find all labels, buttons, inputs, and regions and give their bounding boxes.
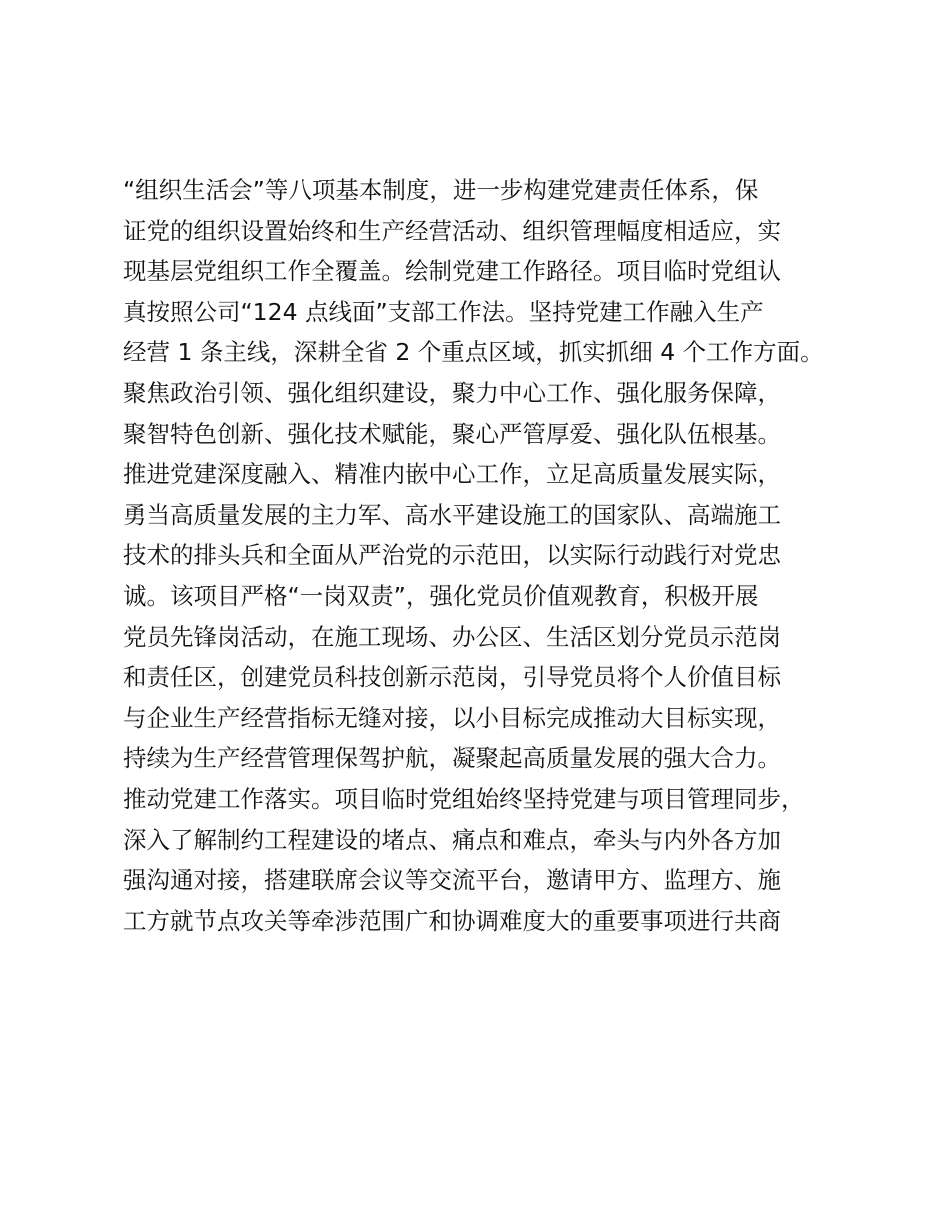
- text-line: 现基层党组织工作全覆盖。绘制党建工作路径。项目临时党组认: [123, 257, 781, 286]
- text-line: 证党的组织设置始终和生产经营活动、组织管理幅度相适应，实: [123, 216, 781, 245]
- text-line: “组织生活会”等八项基本制度，进一步构建党建责任体系，保: [123, 176, 759, 204]
- text-line: 强沟通对接，搭建联席会议等交流平台，邀请甲方、监理方、施: [123, 866, 781, 895]
- body-paragraph: [123, 170, 863, 941]
- text-line: 深入了解制约工程建设的堵点、痛点和难点，牵头与内外各方加: [123, 825, 781, 854]
- text-line: 推动党建工作落实。项目临时党组始终坚持党建与项目管理同步，: [123, 784, 805, 813]
- text-line: 聚智特色创新、强化技术赋能，聚心严管厚爱、强化队伍根基。: [123, 419, 781, 448]
- text-line: 与企业生产经营指标无缝对接，以小目标完成推动大目标实现，: [123, 703, 781, 732]
- text-line: 持续为生产经营管理保驾护航，凝聚起高质量发展的强大合力。: [123, 744, 781, 773]
- text-line: 聚焦政治引领、强化组织建设，聚力中心工作、强化服务保障，: [123, 378, 781, 407]
- text-line: 工方就节点攻关等牵涉范围广和协调难度大的重要事项进行共商: [123, 906, 781, 935]
- text-line: 推进党建深度融入、精准内嵌中心工作，立足高质量发展实际，: [123, 460, 781, 489]
- text-line: 技术的排头兵和全面从严治党的示范田，以实际行动践行对党忠: [123, 541, 781, 570]
- text-line: 党员先锋岗活动，在施工现场、办公区、生活区划分党员示范岗: [123, 622, 781, 651]
- text-line: 真按照公司“124 点线面”支部工作法。坚持党建工作融入生产: [123, 297, 764, 326]
- text-line: 和责任区，创建党员科技创新示范岗，引导党员将个人价值目标: [123, 663, 781, 692]
- text-line: 勇当高质量发展的主力军、高水平建设施工的国家队、高端施工: [123, 500, 781, 529]
- text-line: 经营 1 条主线，深耕全省 2 个重点区域，抓实抓细 4 个工作方面。: [123, 338, 824, 367]
- text-line: 诚。该项目严格“一岗双责”，强化党员价值观教育，积极开展: [123, 581, 759, 610]
